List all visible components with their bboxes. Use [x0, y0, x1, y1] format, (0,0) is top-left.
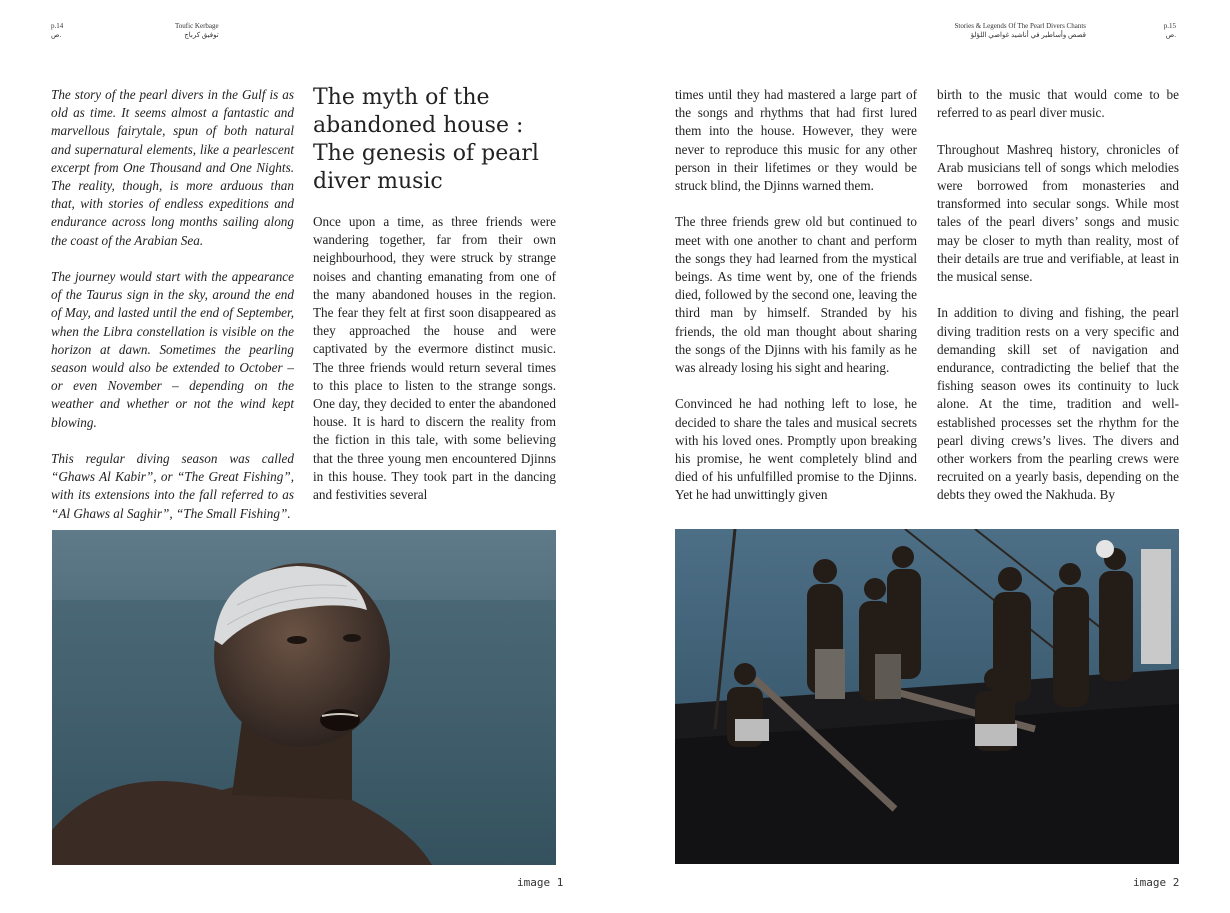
image-2-caption: image 2	[1133, 876, 1180, 889]
page-number-latin: p.14	[51, 22, 64, 30]
intro-paragraph: This regular diving season was called “Ghaws Al Kabir”, or “The Great Fishing”, with its extensions into the fall referred to as “Al Ghaws al Saghir”, “The Small Fishing”.	[51, 451, 294, 521]
body-column	[313, 213, 556, 522]
book-title: Stories & Legends Of The Pearl Divers Chants	[954, 22, 1086, 30]
left-page-number	[51, 22, 63, 40]
right-column-1	[675, 86, 917, 523]
page-number-arabic: ص.	[1165, 31, 1176, 39]
body-paragraph: birth to the music that would come to be referred to as pearl diver music.	[937, 87, 1179, 121]
book-title-arabic: قصص وأساطير في أناشيد غواصي اللؤلؤ	[970, 31, 1086, 39]
photo-pearl-diver-portrait	[52, 530, 556, 865]
body-paragraph: Throughout Mashreq history, chronicles of Arab musicians tell of songs which melodies were borrowed from monasteries and transformed into secular songs. While most tales of the pearl divers’ songs and music may be closer to myth than reality, most of their details are true and verifiable, at least in the musical sense.	[937, 141, 1179, 285]
photo-pearling-crew-on-boat	[675, 529, 1179, 864]
page-number-latin: p.15	[1163, 22, 1176, 30]
right-column-2	[937, 86, 1179, 523]
right-page-number	[1160, 22, 1176, 40]
crew-illustration	[675, 529, 1179, 864]
body-paragraph: Convinced he had nothing left to lose, he decided to share the tales and musical secrets with his loved ones. Promptly upon breaking his promise, he went completely blind and died of his unfulfilled promise to the Djinns. Yet he had unwittingly given	[675, 396, 917, 503]
author-name-arabic: توفيق كرباج	[184, 31, 219, 39]
intro-column	[51, 86, 294, 541]
intro-paragraph: The journey would start with the appearance of the Taurus sign in the sky, around the end of May, and lasted until the end of September, when the Libra constellation is visible on the horizon at dawn. Sometimes the pearling season would also be extended to October – or even November – depending on the weather and whether or not the wind kept blowing.	[51, 269, 294, 430]
image-1-caption: image 1	[517, 876, 564, 889]
body-paragraph: The three friends grew old but continued to meet with one another to chant and perform the songs they had learned from the mystical beings. As time went by, one of the friends died, followed by the second one, leaving the third man by himself. Stranded by his friends, the old man thought about sharing the songs of the Djinns with his family as he was already losing his sight and hearing.	[675, 214, 917, 376]
section-heading: The myth of the abandoned house : The genesis of pearl diver music	[313, 85, 539, 194]
body-paragraph: Once upon a time, as three friends were wandering together, far from their own neighbourhood, they were struck by strange noises and chanting emanating from one of the many abandoned houses in the region. The fear they felt at first soon disappeared as they approached the house and were captivated by the evermore distinct music. The three friends would return several times to this place to listen to the strange songs. One day, they decided to enter the abandoned house. It is hard to discern the reality from the fiction in this tale, with some believing that the three young men encountered Djinns in this house. They took part in the dancing and festivities several	[313, 214, 556, 503]
page-number-arabic: ص.	[51, 31, 62, 39]
left-page-author	[175, 22, 219, 40]
portrait-illustration	[52, 530, 556, 865]
body-paragraph: times until they had mastered a large part of the songs and rhythms that had first lured them into the house. However, they were never to reproduce this music for any other person in their lifetimes or they would be struck blind, the Djinns warned them.	[675, 87, 917, 194]
right-page-title	[938, 22, 1086, 40]
body-paragraph: In addition to diving and fishing, the pearl diving tradition rests on a very specific and demanding skill set of navigation and endurance, contradicting the belief that the fishing season owes its continuity to luck alone. At the time, tradition and well-established processes set the rhythm for the pearl diving crews’s lives. The divers and other workers from the pearling crews were recruited on a yearly basis, depending on the debts they owed the Nakhuda. By	[937, 305, 1179, 503]
author-name: Toufic Kerbage	[175, 22, 219, 30]
intro-paragraph: The story of the pearl divers in the Gulf is as old as time. It seems almost a fantastic and marvellous fairytale, spun of both natural and supernatural elements, like a pearlescent excerpt from One Thousand and One Nights. The reality, though, is more arduous than that, with stories of endless expeditions and endurance across long months sailing along the coast of the Arabian Sea.	[51, 87, 294, 248]
